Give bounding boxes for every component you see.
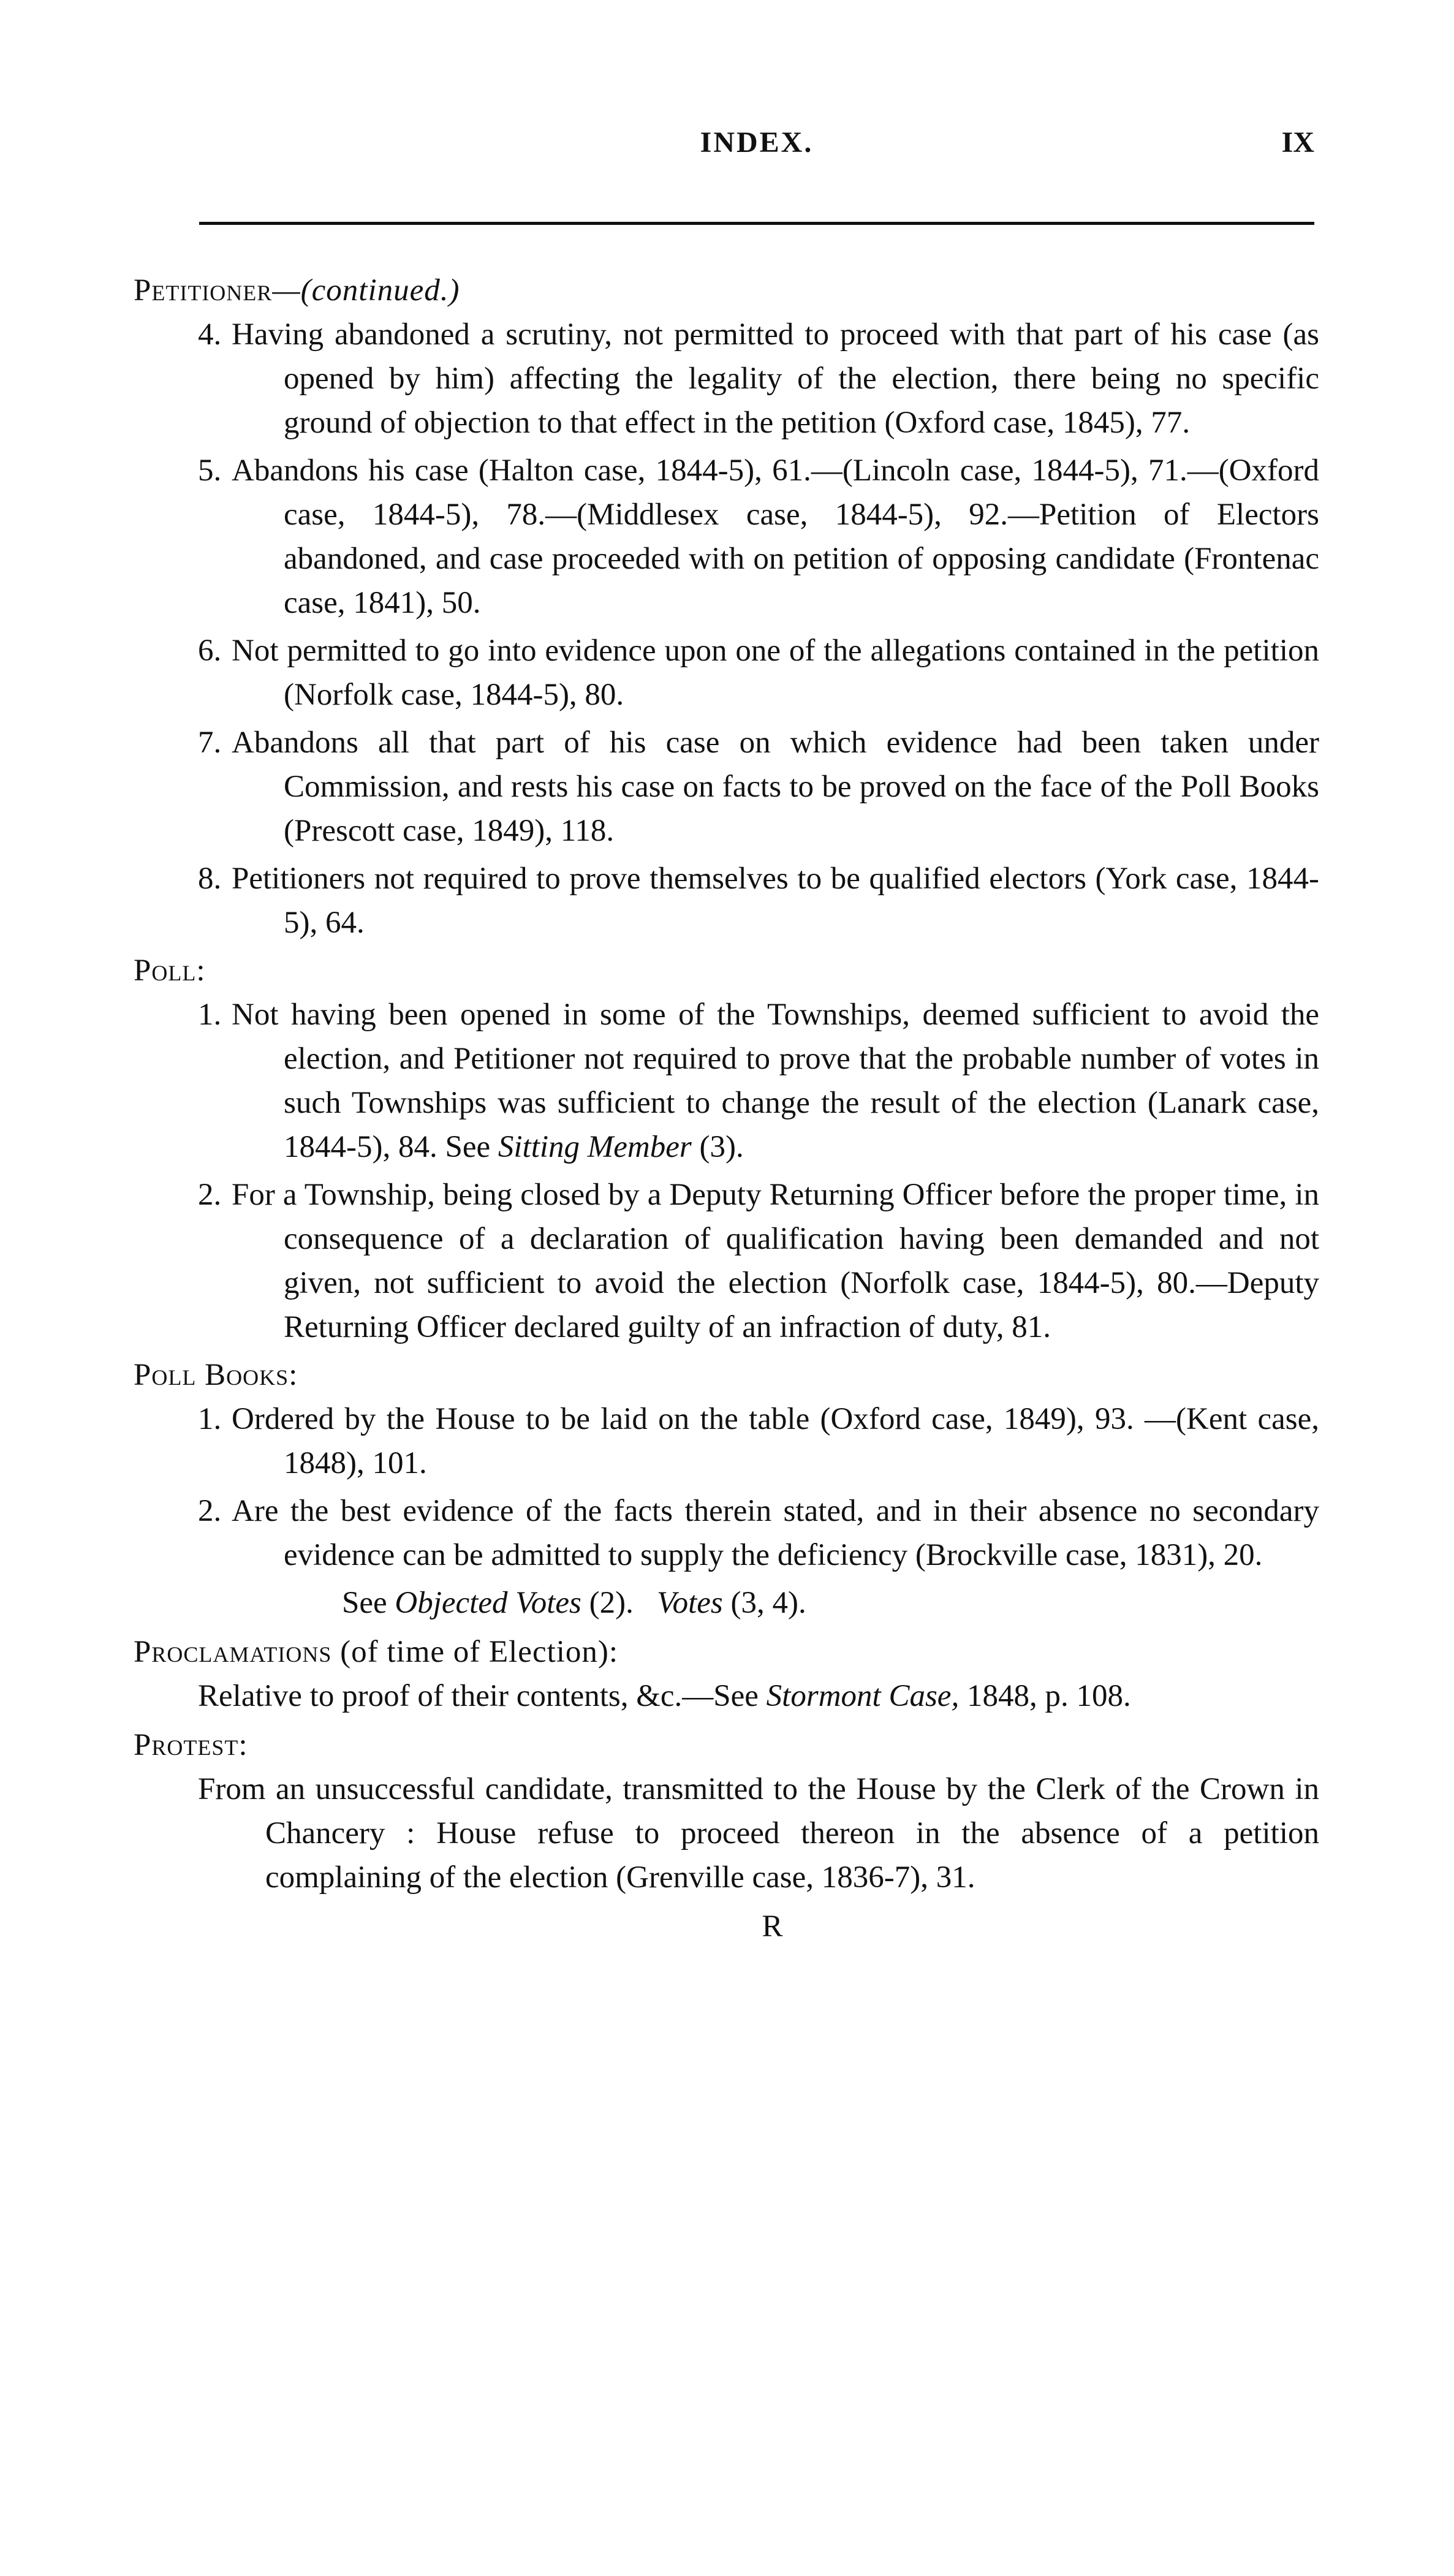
- item-text: Having abandoned a scrutiny, not permitted to proceed with that part of his case (as opened by him) affecting the legality of the election, there being no specific ground of objection to that effect in the petition (Oxford case, 1845), 77.: [232, 317, 1319, 440]
- cross-reference: Objected Votes: [395, 1586, 581, 1620]
- signature-mark: R: [762, 1909, 783, 1944]
- page-number: IX: [1281, 126, 1314, 159]
- list-item: [134, 449, 1319, 625]
- see-label: See: [445, 1130, 491, 1164]
- item-text: Abandons all that part of his case on which evidence had been taken under Commission, and rests his case on facts to be proved on the face of the Poll Books (Prescott case, 1849), 118.: [232, 725, 1319, 848]
- entry-heading-proclamations: [134, 1630, 1319, 1674]
- item-number: 6.: [198, 634, 222, 668]
- item-text: Abandons his case (Halton case, 1844-5), 61.—(Lincoln case, 1844-5), 71.—(Oxford case, 1844-5), 78.—(Middlesex case, 1844-5), 92.—Petition of Electors abandoned, and case proceeded with on petition of opposing candidate (Frontenac case, 1841), 50.: [232, 453, 1319, 620]
- item-text: Ordered by the House to be laid on the table (Oxford case, 1849), 93. —(Kent case, 1848), 101.: [232, 1402, 1319, 1480]
- entry-heading-petitioner: [134, 268, 1319, 313]
- item-text: Not having been opened in some of the Townships, deemed sufficient to avoid the election, and Petitioner not required to prove that the probable number of votes in such Townships was sufficient to change the result of the election (Lanark case, 1844-5), 84.: [232, 998, 1319, 1164]
- running-head: [199, 126, 1314, 169]
- index-entries: [134, 265, 1319, 1949]
- item-number: 2.: [198, 1494, 222, 1528]
- cross-reference-tail: 1848, p. 108.: [966, 1679, 1131, 1713]
- list-item: [134, 629, 1319, 717]
- continued-note: —(continued.): [272, 273, 460, 308]
- entry-heading-protest: Protest:: [134, 1728, 248, 1762]
- cross-reference: Votes: [657, 1586, 723, 1620]
- list-item: [134, 721, 1319, 853]
- entry-heading-poll-books: Poll Books:: [134, 1358, 298, 1392]
- list-item: [134, 1489, 1319, 1577]
- item-text: For a Township, being closed by a Deputy Returning Officer before the proper time, in consequence of a declaration of qualification having been demanded and not given, not sufficient to avoid the election (Norfolk case, 1844-5), 80.—Deputy Returning Officer declared guilty of an infraction of duty, 81.: [232, 1178, 1319, 1344]
- list-item: [134, 313, 1319, 445]
- item-text: Not permitted to go into evidence upon one of the allegations contained in the petition (Norfolk case, 1844-5), 80.: [232, 634, 1319, 712]
- item-number: 7.: [198, 725, 222, 760]
- list-item: [134, 1397, 1319, 1485]
- heading-label: Petitioner: [134, 273, 273, 308]
- cross-reference: Sitting Member: [498, 1130, 692, 1164]
- list-item: [134, 1173, 1319, 1349]
- cross-reference-number: (3).: [699, 1130, 744, 1164]
- entry-body: Relative to proof of their contents, &c.—See: [198, 1679, 759, 1713]
- item-text: Petitioners not required to prove themselves to be qualified electors (York case, 1844-5), 64.: [232, 862, 1319, 940]
- cross-reference-number: (2).: [589, 1586, 634, 1620]
- cross-reference: Stormont Case,: [766, 1679, 960, 1713]
- entry-heading-poll: Poll:: [134, 953, 206, 988]
- item-number: 5.: [198, 453, 222, 488]
- item-text: Are the best evidence of the facts therein stated, and in their absence no secondary evidence can be admitted to supply the deficiency (Brockville case, 1831), 20.: [232, 1494, 1319, 1572]
- item-number: 2.: [198, 1178, 222, 1212]
- list-item: [134, 857, 1319, 945]
- entry-text: From an unsuccessful candidate, transmitted to the House by the Clerk of the Crown in Chancery : House refuse to proceed thereon in the absence of a petition complaining of the election (Grenville case, 1836-7), 31.: [198, 1772, 1319, 1895]
- page-title: INDEX.: [700, 126, 814, 159]
- see-also-line: [134, 1581, 1319, 1625]
- header-rule: [199, 222, 1314, 225]
- see-label: See: [342, 1586, 387, 1620]
- item-number: 1.: [198, 1402, 222, 1436]
- heading-label: Proclamations: [134, 1635, 332, 1669]
- list-item: [134, 993, 1319, 1169]
- item-number: 1.: [198, 998, 222, 1032]
- item-number: 4.: [198, 317, 222, 352]
- heading-note: (of time of Election):: [340, 1635, 619, 1669]
- item-number: 8.: [198, 862, 222, 896]
- cross-reference-number: (3, 4).: [730, 1586, 806, 1620]
- entry-text: [134, 1674, 1319, 1718]
